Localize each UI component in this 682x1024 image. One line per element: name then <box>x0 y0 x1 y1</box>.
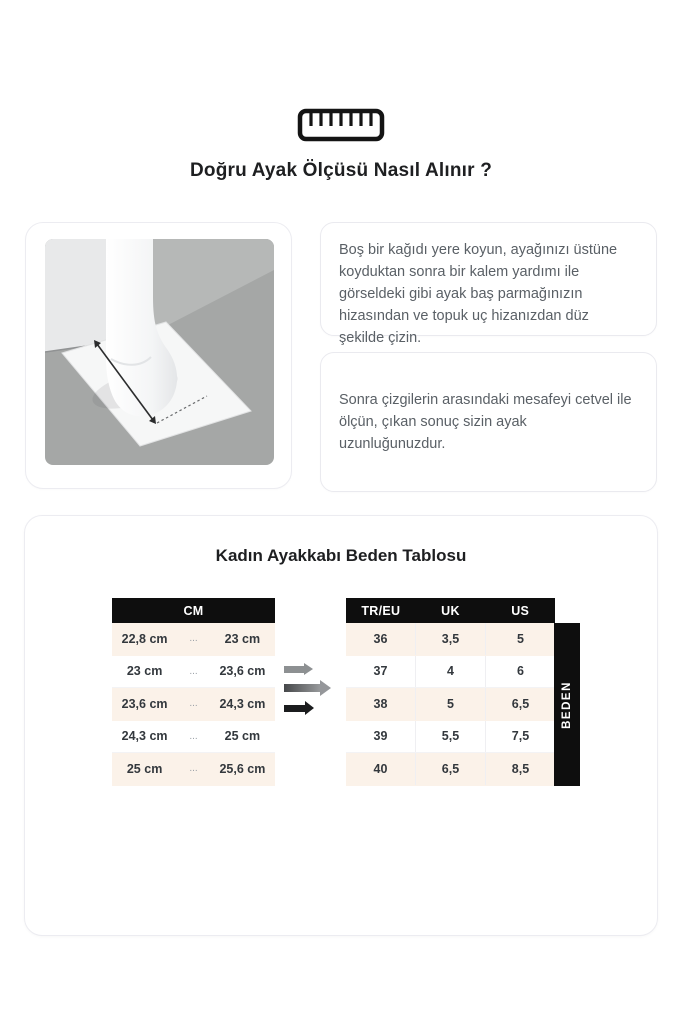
size-cell-us: 6,5 <box>485 688 555 720</box>
size-cell-uk: 5,5 <box>415 721 485 753</box>
cm-from: 24,3 cm <box>121 729 168 744</box>
range-separator: ... <box>189 763 198 775</box>
cm-table-header: CM <box>112 598 275 623</box>
size-table-row <box>346 753 555 786</box>
page-title: Doğru Ayak Ölçüsü Nasıl Alınır ? <box>189 160 492 181</box>
range-separator: ... <box>189 730 198 742</box>
right-arrow-icon <box>284 680 331 696</box>
range-separator: ... <box>189 633 198 645</box>
size-cell-us: 5 <box>485 623 555 655</box>
size-table-row <box>346 688 555 721</box>
size-cell-uk: 6,5 <box>415 753 485 785</box>
cm-table-row <box>112 721 275 754</box>
cm-to: 25,6 cm <box>219 761 266 776</box>
cm-to: 23,6 cm <box>219 664 266 679</box>
cm-to: 23 cm <box>224 631 261 646</box>
size-table-row <box>346 721 555 754</box>
cm-from: 25 cm <box>126 761 163 776</box>
size-cell-tr: 39 <box>373 729 388 744</box>
size-table-row <box>346 656 555 689</box>
size-conversion-table <box>346 598 555 786</box>
right-arrow-icon <box>284 663 331 675</box>
range-separator: ... <box>189 665 198 677</box>
cm-table <box>112 598 275 786</box>
cm-table-row <box>112 688 275 721</box>
size-cell-tr: 36 <box>373 631 388 646</box>
size-section-title: Kadın Ayakkabı Beden Tablosu <box>215 546 467 565</box>
size-cell-uk: 3,5 <box>415 623 485 655</box>
size-cell-us: 7,5 <box>485 721 555 753</box>
ruler-icon-wrap <box>0 108 682 142</box>
size-table-row <box>346 623 555 656</box>
beden-label: BEDEN <box>561 680 574 729</box>
cm-to: 24,3 cm <box>219 696 266 711</box>
cm-from: 23 cm <box>126 664 163 679</box>
size-cell-uk: 5 <box>415 688 485 720</box>
photo-card <box>25 222 292 489</box>
cm-table-row <box>112 753 275 786</box>
instruction-card-1 <box>320 222 657 347</box>
foot-measurement-photo <box>45 239 274 465</box>
size-cell-us: 8,5 <box>485 753 555 785</box>
size-cell-us: 6 <box>485 656 555 688</box>
instruction-text-2: Sonra çizgilerin arasındaki mesafeyi cetvel ile ölçün, çıkan sonuç sizin ayak uzunluğunuzdur. <box>339 391 632 453</box>
conversion-arrows <box>284 663 331 715</box>
size-table-header-row <box>346 598 555 623</box>
right-arrow-icon <box>284 701 331 715</box>
instruction-card-2 <box>320 352 657 492</box>
instruction-text-1: Boş bir kağıdı yere koyun, ayağınızı üstüne koyduktan sonra bir kalem yardımı ile görseldeki gibi ayak baş parmağınızın hizasından ve topuk uç hizanızdan düz şekilde çizin. <box>339 242 618 347</box>
size-table-header-tr-eu: TR/EU <box>361 603 401 618</box>
range-separator: ... <box>189 698 198 710</box>
size-cell-tr: 38 <box>373 696 388 711</box>
cm-from: 23,6 cm <box>121 696 168 711</box>
ruler-icon <box>297 108 385 142</box>
size-table-header-us: US <box>511 603 530 618</box>
cm-table-row <box>112 623 275 656</box>
size-table-card <box>24 515 658 936</box>
cm-table-row <box>112 656 275 689</box>
size-cell-tr: 40 <box>373 761 388 776</box>
size-table-header-uk: UK <box>441 603 460 618</box>
size-cell-uk: 4 <box>415 656 485 688</box>
cm-from: 22,8 cm <box>121 631 168 646</box>
beden-bar <box>554 623 580 786</box>
size-cell-tr: 37 <box>373 664 388 679</box>
cm-to: 25 cm <box>224 729 261 744</box>
